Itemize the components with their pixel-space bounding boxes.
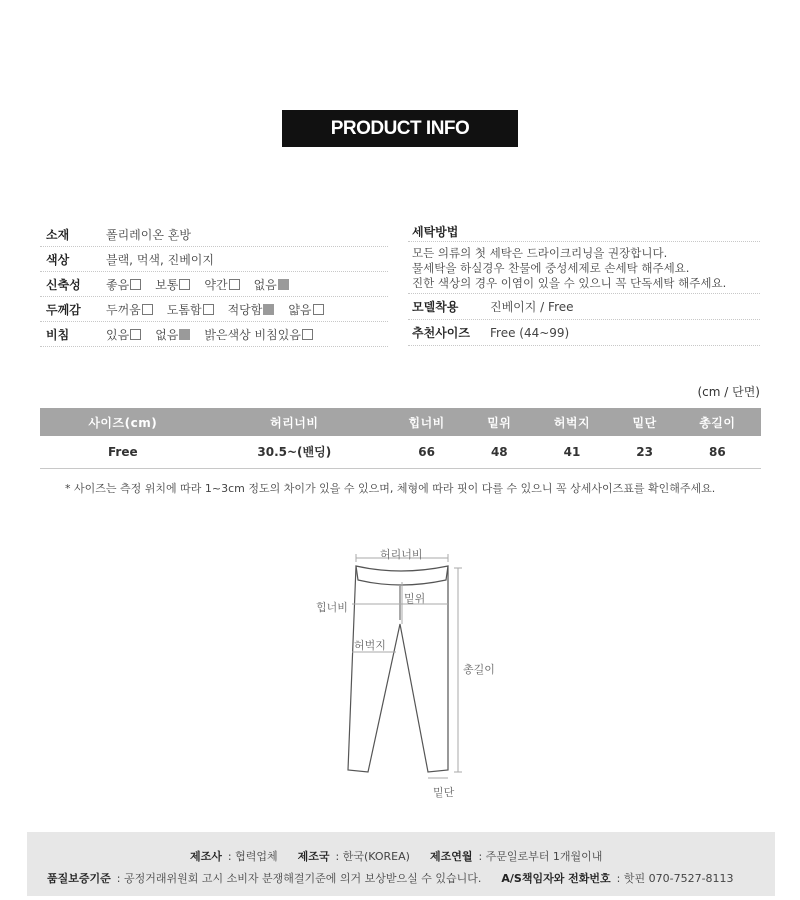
header-hem: 밑단 <box>616 408 674 436</box>
option-label: 적당함 <box>227 302 263 317</box>
diagram-waist-label: 허리너비 <box>380 548 423 561</box>
warranty-label: 품질보증기준 <box>47 872 111 885</box>
fabric-info-panel <box>40 222 388 347</box>
recommend-label: 추천사이즈 <box>412 326 470 340</box>
footer-line-1 <box>190 848 602 864</box>
option-label: 밝은색상 비침있음 <box>204 327 301 342</box>
warranty-value: : 공정거래위원회 고시 소비자 분쟁해결기준에 의거 보상받으실 수 있습니다. <box>116 872 482 885</box>
unchecked-box-icon <box>203 304 214 315</box>
option-item <box>288 301 323 318</box>
header-hip: 힙너비 <box>383 408 470 436</box>
unchecked-box-icon <box>130 279 141 290</box>
header-length: 총길이 <box>674 408 761 436</box>
unchecked-box-icon <box>302 329 313 340</box>
option-label: 좋음 <box>106 277 130 292</box>
care-info-panel <box>408 222 760 346</box>
table-row <box>40 436 761 468</box>
stretch-row <box>40 272 388 297</box>
option-label: 얇음 <box>288 302 312 317</box>
unchecked-box-icon <box>179 279 190 290</box>
sheer-label: 비침 <box>46 327 70 342</box>
country-label: 제조국 <box>297 850 330 863</box>
material-row <box>40 222 388 247</box>
option-item <box>228 301 275 318</box>
option-item <box>204 326 313 343</box>
size-table <box>40 408 761 469</box>
option-item <box>106 276 141 293</box>
pants-outline <box>348 566 448 772</box>
checked-box-icon <box>263 304 274 315</box>
as-value: : 핫핀 070-7527-8113 <box>616 872 734 885</box>
option-item <box>106 301 153 318</box>
page-title: PRODUCT INFO <box>282 110 518 147</box>
recommend-value: Free (44~99) <box>490 325 570 340</box>
option-item <box>106 326 141 343</box>
cell-waist: 30.5~(밴딩) <box>206 436 383 468</box>
unchecked-box-icon <box>313 304 324 315</box>
stretch-label: 신축성 <box>46 277 81 292</box>
option-label: 있음 <box>106 327 130 342</box>
unchecked-box-icon <box>142 304 153 315</box>
wash-line: 물세탁을 하실경우 찬물에 중성세제로 손세탁 해주세요. <box>412 261 690 275</box>
date-label: 제조연월 <box>429 850 473 863</box>
size-table-header <box>40 408 761 436</box>
as-label: A/S책임자와 전화번호 <box>501 872 611 885</box>
model-row <box>408 294 760 320</box>
maker-value: : 협력업체 <box>227 850 278 863</box>
model-label: 모델착용 <box>412 300 459 314</box>
option-item <box>155 326 190 343</box>
wash-label: 세탁방법 <box>408 222 760 242</box>
sheer-options <box>106 326 313 343</box>
unchecked-box-icon <box>130 329 141 340</box>
model-value: 진베이지 / Free <box>490 300 574 314</box>
option-item <box>204 276 239 293</box>
material-value: 폴리레이온 혼방 <box>106 227 191 242</box>
option-label: 약간 <box>204 277 228 292</box>
diagram-thigh-label: 허벅지 <box>354 639 386 652</box>
diagram-hip-label: 힙너비 <box>316 601 348 614</box>
recommend-row <box>408 320 760 346</box>
cell-hem: 23 <box>616 436 674 468</box>
option-label: 보통 <box>155 277 179 292</box>
cell-hip: 66 <box>383 436 470 468</box>
size-note: * 사이즈는 측정 위치에 따라 1~3cm 정도의 차이가 있을 수 있으며, 체형에 따라 핏이 다를 수 있으니 꼭 상세사이즈표를 확인해주세요. <box>65 482 716 495</box>
unchecked-box-icon <box>229 279 240 290</box>
checked-box-icon <box>278 279 289 290</box>
option-label: 두꺼움 <box>106 302 141 317</box>
option-item <box>254 276 289 293</box>
cell-length: 86 <box>674 436 761 468</box>
header-rise: 밑위 <box>470 408 528 436</box>
header-thigh: 허벅지 <box>528 408 615 436</box>
header-waist: 허리너비 <box>206 408 383 436</box>
color-value: 블랙, 먹색, 진베이지 <box>106 252 214 267</box>
manufacturer-info-footer <box>27 832 775 896</box>
cell-size: Free <box>40 436 206 468</box>
header-size: 사이즈(cm) <box>40 408 206 436</box>
country-value: : 한국(KOREA) <box>335 850 410 863</box>
diagram-length-label: 총길이 <box>463 663 495 676</box>
thickness-options <box>106 301 324 318</box>
color-row <box>40 247 388 272</box>
color-label: 색상 <box>46 252 70 267</box>
unit-note: (cm / 단면) <box>697 385 760 399</box>
diagram-hem-label: 밑단 <box>433 786 455 799</box>
stretch-options <box>106 276 289 293</box>
date-value: : 주문일로부터 1개월이내 <box>478 850 603 863</box>
cell-thigh: 41 <box>528 436 615 468</box>
option-item <box>155 276 190 293</box>
diagram-rise-label: 밑위 <box>404 592 426 605</box>
cell-rise: 48 <box>470 436 528 468</box>
wash-instructions <box>408 242 760 294</box>
pants-measurement-diagram <box>300 540 500 810</box>
option-label: 없음 <box>253 277 277 292</box>
thickness-label: 두께감 <box>46 302 81 317</box>
option-label: 없음 <box>155 327 179 342</box>
footer-line-2 <box>47 870 734 886</box>
option-item <box>167 301 214 318</box>
thickness-row <box>40 297 388 322</box>
material-label: 소재 <box>46 227 70 242</box>
maker-label: 제조사 <box>190 850 222 863</box>
checked-box-icon <box>179 329 190 340</box>
sheer-row <box>40 322 388 347</box>
option-label: 도톰함 <box>166 302 202 317</box>
wash-line: 모든 의류의 첫 세탁은 드라이크리닝을 권장합니다. <box>412 246 668 260</box>
wash-line: 진한 색상의 경우 이염이 있을 수 있으니 꼭 단독세탁 해주세요. <box>412 276 727 290</box>
